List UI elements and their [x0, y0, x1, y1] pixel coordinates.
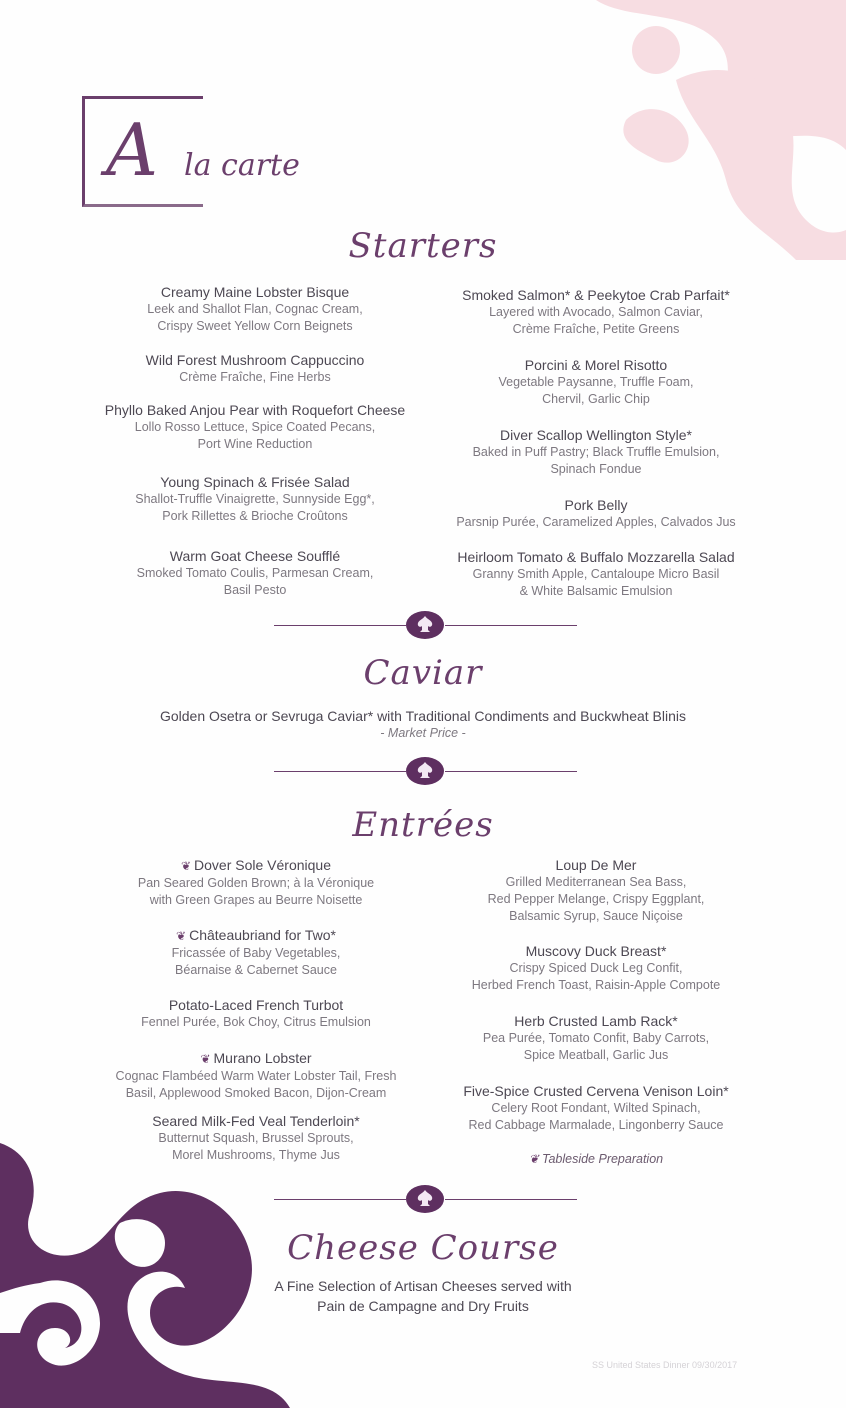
caviar-item	[0, 708, 846, 740]
item-description: Shallot-Truffle Vinaigrette, Sunnyside Egg*, Pork Rillettes & Brioche Croûtons	[135, 492, 375, 523]
item-name: Wild Forest Mushroom Cappuccino	[145, 352, 365, 368]
item-description: Fennel Purée, Bok Choy, Citrus Emulsion	[141, 1015, 371, 1029]
tableside-note: ❦ Tableside Preparation	[528, 1152, 664, 1166]
item-description: Vegetable Paysanne, Truffle Foam, Chervil, Garlic Chip	[498, 375, 694, 406]
caviar-heading: Caviar	[363, 653, 483, 693]
item-name: Herb Crusted Lamb Rack*	[514, 1013, 678, 1029]
menu-item	[96, 1112, 416, 1164]
entrees-heading: Entrées	[352, 805, 494, 845]
cheese-heading: Cheese Course	[287, 1228, 559, 1268]
ornament-icon	[406, 757, 444, 785]
divider-line	[445, 771, 577, 772]
menu-item	[436, 286, 756, 356]
divider-line	[445, 1199, 577, 1200]
divider-line	[274, 771, 406, 772]
item-description: Celery Root Fondant, Wilted Spinach, Red Cabbage Marmalade, Lingonberry Sauce	[468, 1101, 724, 1132]
menu-item	[88, 547, 422, 599]
item-name: Diver Scallop Wellington Style*	[500, 427, 692, 443]
menu-item	[96, 1049, 416, 1112]
item-description: Pea Purée, Tomato Confit, Baby Carrots, Spice Meatball, Garlic Jus	[482, 1031, 710, 1062]
item-description: Granny Smith Apple, Cantaloupe Micro Basil & White Balsamic Emulsion	[472, 567, 720, 598]
item-description: Cognac Flambéed Warm Water Lobster Tail, Fresh Basil, Applewood Smoked Bacon, Dijon-Cream	[115, 1069, 397, 1100]
menu-item	[96, 996, 416, 1049]
item-description: Crème Fraîche, Fine Herbs	[179, 370, 331, 384]
entrees-left-column	[96, 856, 416, 1164]
footer-code: SS United States Dinner 09/30/2017	[592, 1360, 738, 1370]
item-name: ❦ Châteaubriand for Two*	[176, 927, 336, 943]
item-name: Muscovy Duck Breast*	[525, 943, 667, 959]
item-description: Leek and Shallot Flan, Cognac Cream, Crispy Sweet Yellow Corn Beignets	[147, 302, 363, 333]
item-name: Pork Belly	[564, 497, 628, 513]
menu-item	[446, 1012, 746, 1082]
menu-item	[446, 942, 746, 1012]
tableside-icon: ❦	[180, 859, 192, 873]
menu-item	[96, 856, 416, 926]
tableside-icon: ❦	[176, 929, 187, 943]
section-divider	[274, 757, 577, 787]
item-name: Young Spinach & Frisée Salad	[160, 474, 350, 490]
item-name: Potato-Laced French Turbot	[168, 997, 344, 1013]
section-divider	[274, 611, 577, 641]
menu-item	[436, 496, 756, 548]
item-description: Butternut Squash, Brussel Sprouts, Morel Mushrooms, Thyme Jus	[158, 1131, 354, 1162]
item-description: Fricassée of Baby Vegetables, Béarnaise & Cabernet Sauce	[171, 946, 341, 977]
item-name: Smoked Salmon* & Peekytoe Crab Parfait*	[462, 287, 730, 303]
item-name: Golden Osetra or Sevruga Caviar* with Traditional Condiments and Buckwheat Blinis	[159, 708, 687, 724]
item-name: ❦ Dover Sole Véronique	[180, 857, 332, 873]
menu-item	[446, 856, 746, 942]
menu-item	[446, 1082, 746, 1152]
menu-item	[88, 401, 422, 473]
menu-item	[436, 548, 756, 600]
menu-item	[88, 283, 422, 351]
menu-item	[96, 926, 416, 996]
item-name: Loup De Mer	[555, 857, 637, 873]
item-name: Warm Goat Cheese Soufflé	[169, 548, 341, 564]
menu-item	[436, 426, 756, 496]
divider-line	[274, 625, 406, 626]
cheese-desc-line-2: Pain de Campagne and Dry Fruits	[317, 1298, 529, 1314]
tableside-icon: ❦	[528, 1152, 539, 1166]
flourish-top-right	[566, 0, 846, 260]
item-name: Heirloom Tomato & Buffalo Mozzarella Salad	[457, 549, 735, 565]
divider-line	[445, 625, 577, 626]
section-divider	[274, 1185, 577, 1215]
item-description: Pan Seared Golden Brown; à la Véronique with Green Grapes au Beurre Noisette	[137, 876, 375, 907]
item-name: Porcini & Morel Risotto	[524, 357, 668, 373]
item-description: Grilled Mediterranean Sea Bass, Red Pepper Melange, Crispy Eggplant, Balsamic Syrup, Sauce Niçoise	[487, 875, 705, 923]
starters-right-column	[436, 286, 756, 600]
ornament-icon	[406, 611, 444, 639]
menu-item	[88, 351, 422, 401]
item-description: Lollo Rosso Lettuce, Spice Coated Pecans, Port Wine Reduction	[134, 420, 376, 451]
cheese-desc-line-1: A Fine Selection of Artisan Cheeses served with	[274, 1278, 572, 1294]
menu-item	[88, 473, 422, 547]
item-description: Layered with Avocado, Salmon Caviar, Crème Fraîche, Petite Greens	[489, 305, 703, 336]
page-title	[96, 108, 416, 198]
item-name: Phyllo Baked Anjou Pear with Roquefort Cheese	[104, 402, 406, 418]
item-description: Smoked Tomato Coulis, Parmesan Cream, Basil Pesto	[136, 566, 374, 597]
title-initial: A	[106, 108, 158, 192]
market-price: - Market Price -	[380, 726, 466, 740]
item-name: Five-Spice Crusted Cervena Venison Loin*	[463, 1083, 729, 1099]
item-name: ❦ Murano Lobster	[200, 1050, 312, 1066]
item-name: Seared Milk-Fed Veal Tenderloin*	[152, 1113, 360, 1129]
starters-left-column	[88, 283, 422, 599]
item-description: Parsnip Purée, Caramelized Apples, Calvados Jus	[456, 515, 736, 529]
ornament-icon	[406, 1185, 444, 1213]
starters-heading: Starters	[348, 226, 498, 266]
item-description: Baked in Puff Pastry; Black Truffle Emulsion, Spinach Fondue	[472, 445, 720, 476]
cheese-description	[0, 1276, 846, 1316]
tableside-icon: ❦	[200, 1052, 211, 1066]
entrees-right-column	[446, 856, 746, 1166]
divider-line	[274, 1199, 406, 1200]
item-description: Crispy Spiced Duck Leg Confit, Herbed French Toast, Raisin-Apple Compote	[471, 961, 721, 992]
item-name: Creamy Maine Lobster Bisque	[160, 284, 350, 300]
title-rest: la carte	[184, 148, 300, 183]
menu-item	[436, 356, 756, 426]
